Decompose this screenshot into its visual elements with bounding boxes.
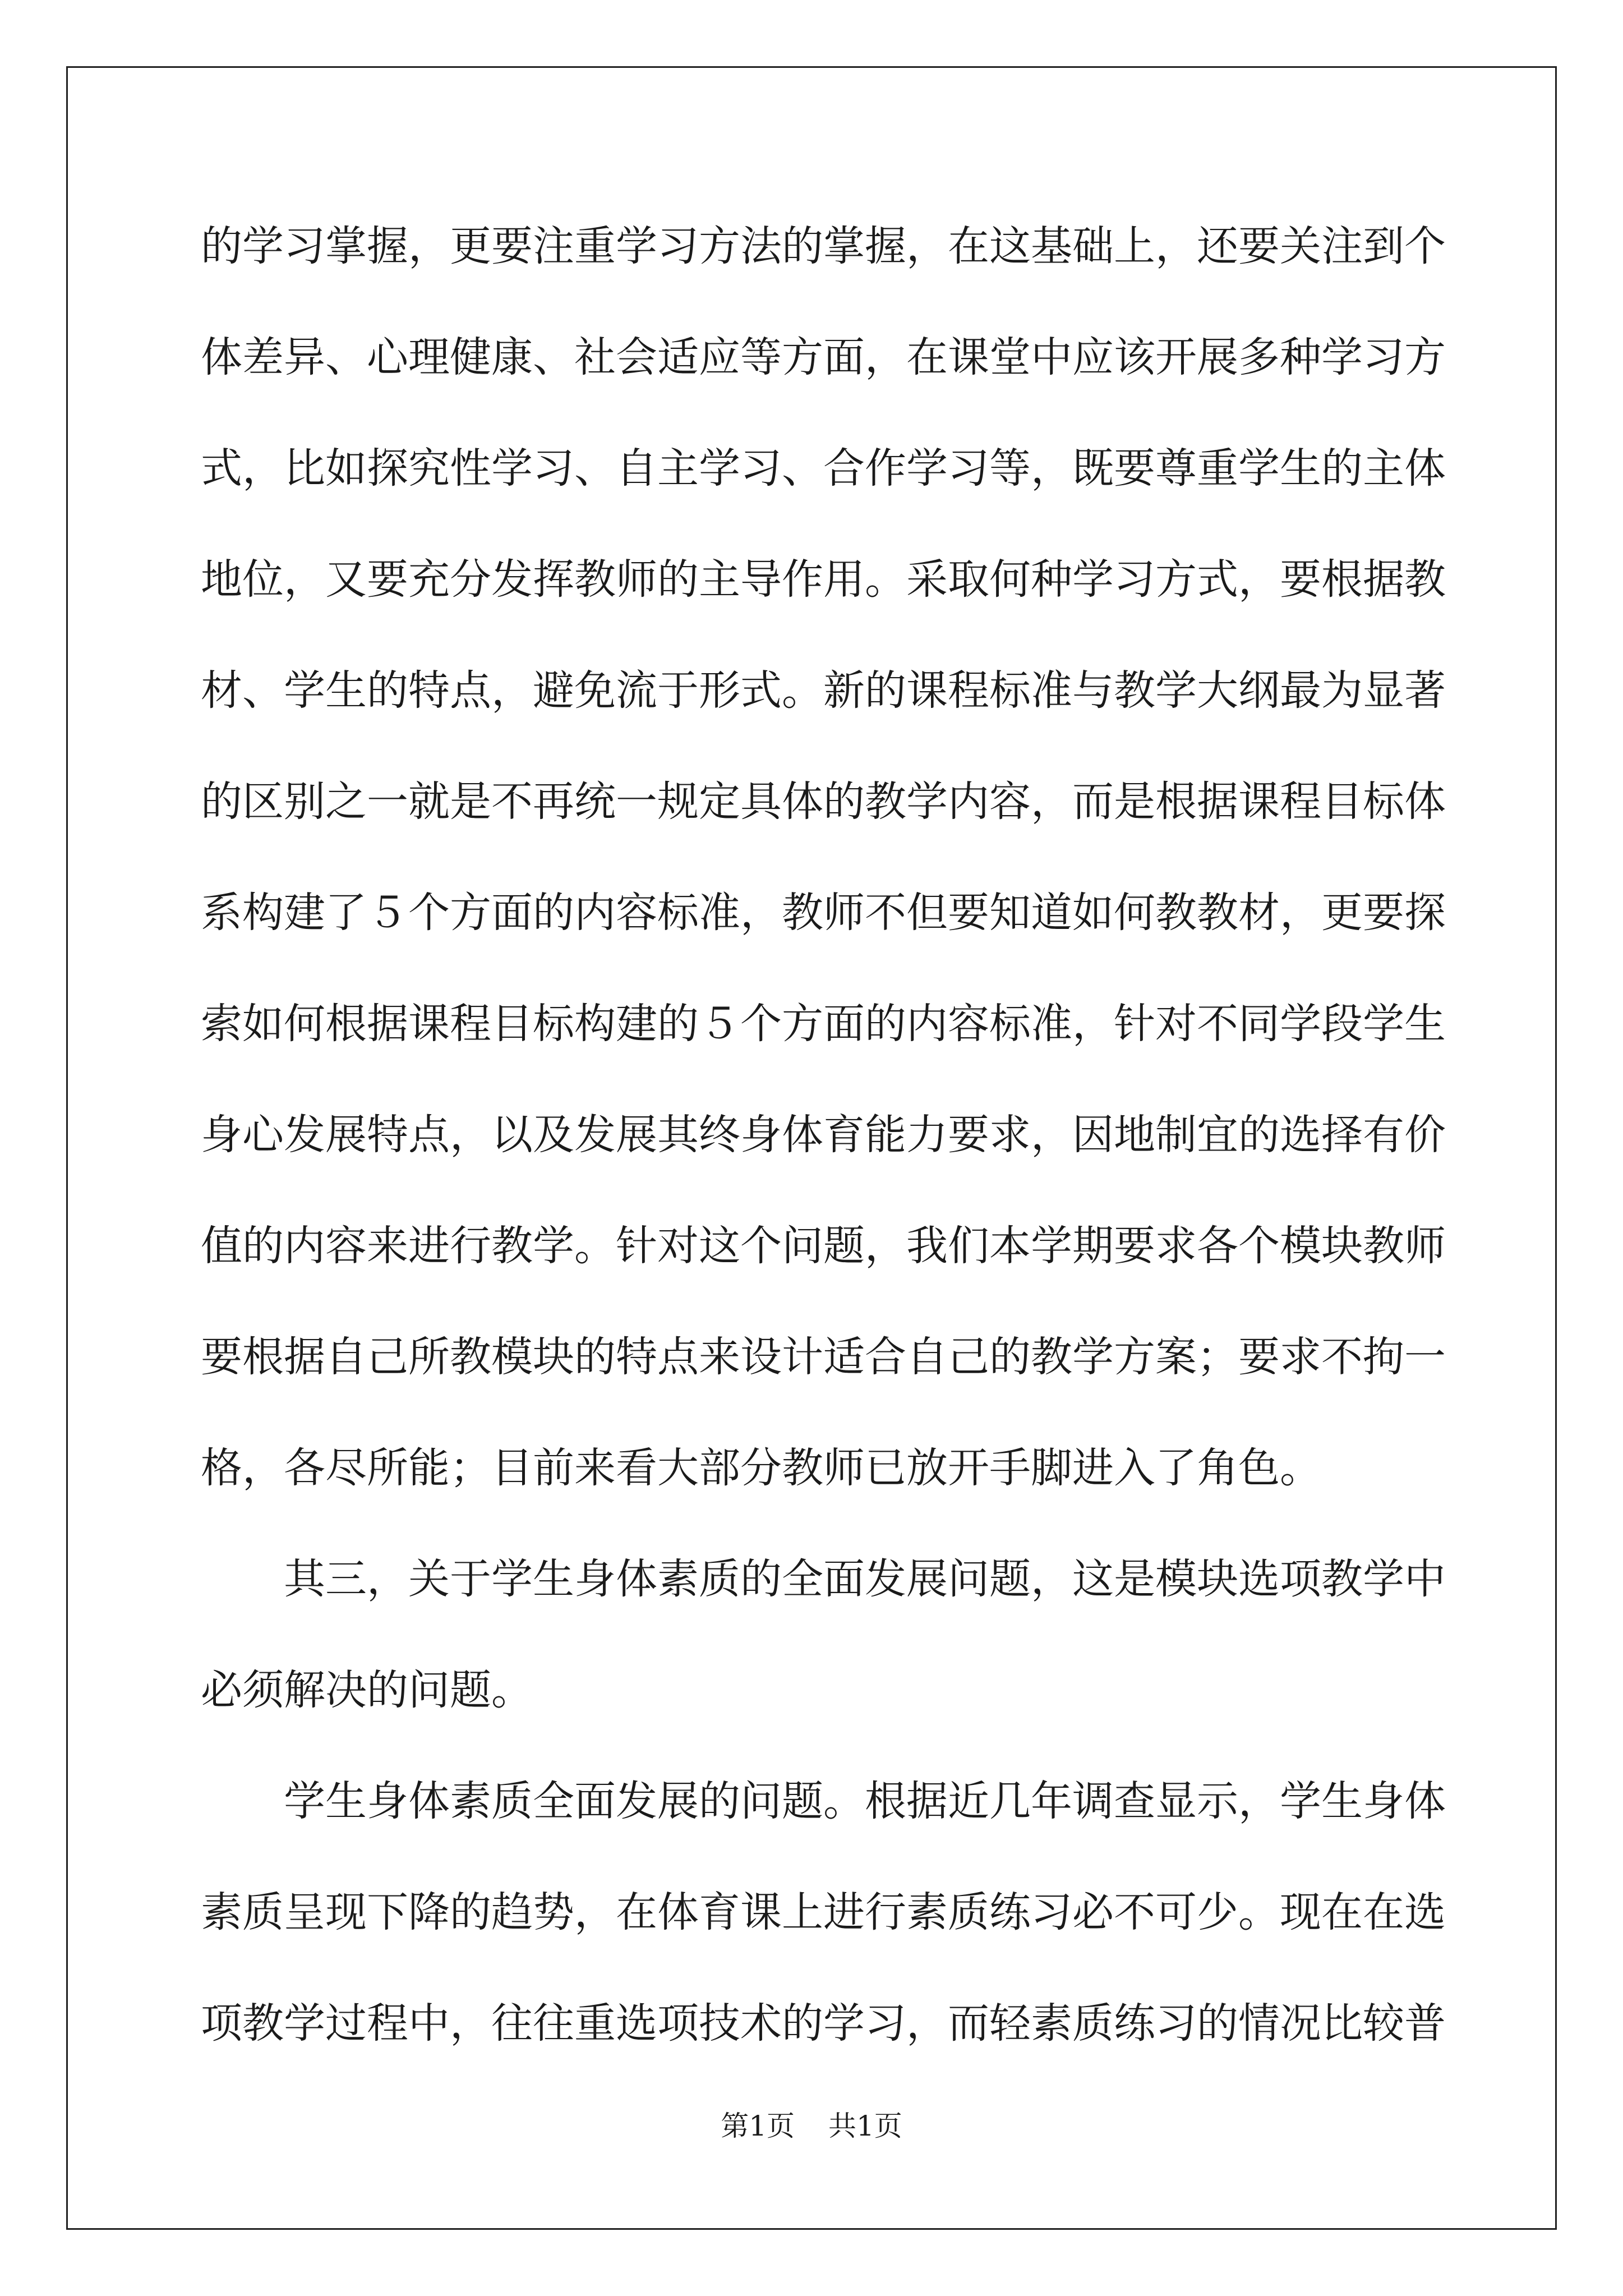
text-line: 地位，又要充分发挥教师的主导作用。采取何种学习方式，要根据教: [201, 555, 1446, 604]
text-line: 的学习掌握，更要注重学习方法的掌握，在这基础上，还要关注到个: [201, 222, 1446, 270]
text-line: 索如何根据课程目标构建的５个方面的内容标准，针对不同学段学生: [201, 1000, 1446, 1048]
text-line: 的区别之一就是不再统一规定具体的教学内容，而是根据课程目标体: [201, 777, 1446, 826]
text-line: 系构建了５个方面的内容标准，教师不但要知道如何教教材，更要探: [201, 889, 1446, 937]
text-line: 身心发展特点，以及发展其终身体育能力要求，因地制宜的选择有价: [201, 1111, 1446, 1159]
text-line: 式，比如探究性学习、自主学习、合作学习等，既要尊重学生的主体: [201, 444, 1446, 493]
text-line: 必须解决的问题。: [201, 1666, 533, 1714]
text-line: 材、学生的特点，避免流于形式。新的课程标准与教学大纲最为显著: [201, 666, 1446, 715]
page-total: 共1页: [828, 2110, 902, 2142]
page-number: 第1页: [721, 2110, 795, 2142]
text-line: 格，各尽所能；目前来看大部分教师已放开手脚进入了角色。: [201, 1444, 1321, 1492]
paragraph-start-line: 学生身体素质全面发展的问题。根据近几年调查显示，学生身体: [284, 1777, 1446, 1825]
text-line: 要根据自己所教模块的特点来设计适合自己的教学方案；要求不拘一: [201, 1333, 1446, 1381]
text-line: 项教学过程中，往往重选项技术的学习，而轻素质练习的情况比较普: [201, 1999, 1446, 2047]
page-footer: [0, 2104, 1623, 2144]
document-body: [201, 191, 1446, 2079]
paragraph-start-line: 其三，关于学生身体素质的全面发展问题，这是模块选项教学中: [284, 1555, 1446, 1603]
text-line: 值的内容来进行教学。针对这个问题，我们本学期要求各个模块教师: [201, 1222, 1446, 1270]
text-line: 体差异、心理健康、社会适应等方面，在课堂中应该开展多种学习方: [201, 333, 1446, 381]
text-line: 素质呈现下降的趋势，在体育课上进行素质练习必不可少。现在在选: [201, 1888, 1446, 1936]
